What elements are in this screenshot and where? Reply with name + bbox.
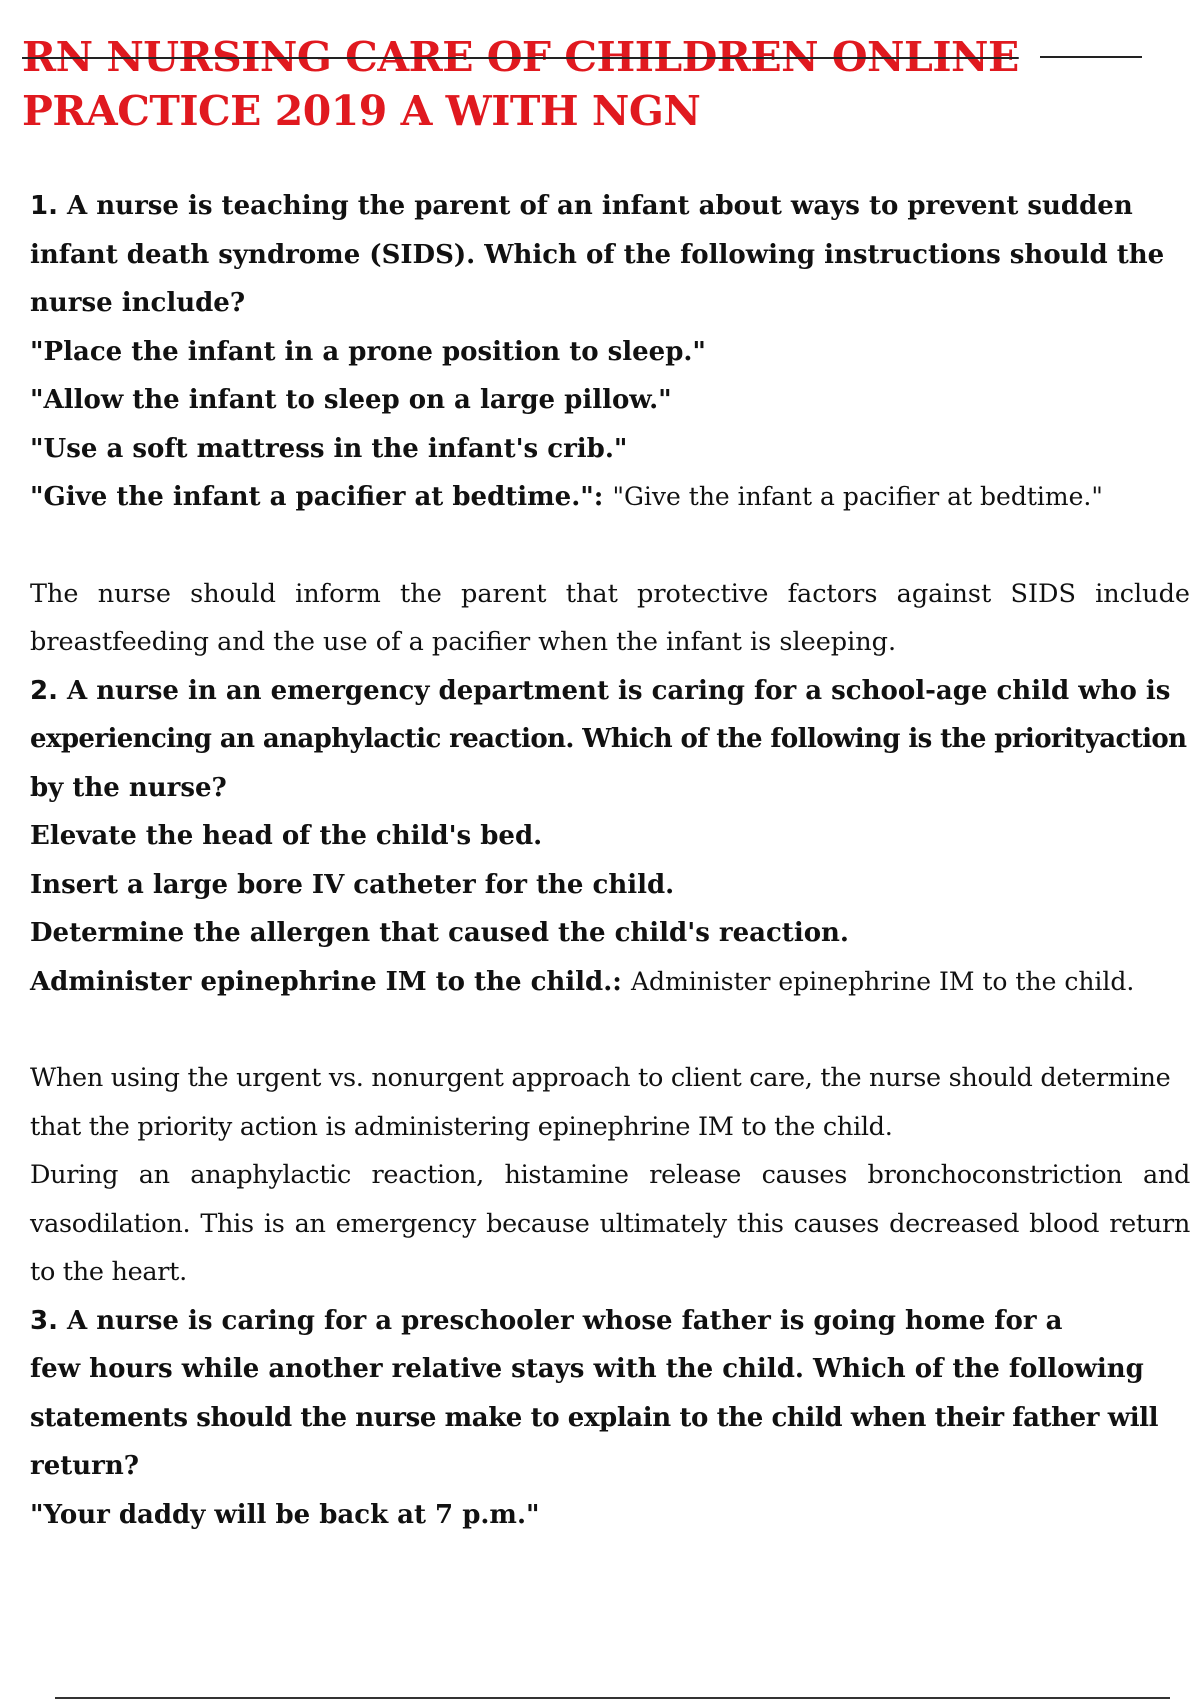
stem-line: by the nurse? xyxy=(30,772,227,803)
correct-answer: Administer epinephrine IM to the child. xyxy=(630,966,1135,996)
title-line-1: RN NURSING CARE OF CHILDREN ONLINE xyxy=(22,33,1019,81)
title-line-2: PRACTICE 2019 A WITH NGN xyxy=(22,87,701,135)
spacer xyxy=(30,522,1190,570)
correct-answer: "Give the infant a pacifier at bedtime." xyxy=(612,482,1103,511)
answer-option: "Your daddy will be back at 7 p.m." xyxy=(30,1499,540,1530)
rationale: During an anaphylactic reaction, histamine release causes bronchoconstriction and vasodilation. This is an emergency because ultimately this causes decreased blood return to the heart. xyxy=(30,1160,1190,1287)
answer-option-correct xyxy=(30,473,1190,522)
rationale: The nurse should inform the parent that protective factors against SIDS include breastfeeding and the use of a pacifier when the infant is sleeping. xyxy=(30,578,1190,657)
answer-option: "Place the infant in a prone position to sleep." xyxy=(30,336,706,367)
answer-option: Determine the allergen that caused the child's reaction. xyxy=(30,918,849,948)
last-option-label: Administer epinephrine IM to the child.: xyxy=(30,966,622,997)
question-stem xyxy=(30,182,1190,231)
stem-line: nurse include? xyxy=(30,288,246,318)
stem-line: statements should the nurse make to explain to the child when their father will xyxy=(30,1402,1159,1433)
stem-line: experiencing an anaphylactic reaction. Which of the following is the priorityaction xyxy=(30,724,1187,754)
bottom-rule xyxy=(55,1697,1170,1699)
spacer xyxy=(30,1006,1190,1054)
answer-option: Insert a large bore IV catheter for the child. xyxy=(30,869,675,900)
question-number: 2. xyxy=(30,675,58,706)
rationale: When using the urgent vs. nonurgent approach to client care, the nurse should determine that the priority action is administering epinephrine IM to the child. xyxy=(30,1063,1171,1142)
question-stem xyxy=(30,667,1190,716)
stem-line: infant death syndrome (SIDS). Which of the following instructions should the xyxy=(30,239,1165,270)
question-number: 1. xyxy=(30,191,58,221)
stem-line: A nurse is teaching the parent of an infant about ways to prevent sudden xyxy=(67,191,1133,221)
stem-line: A nurse is caring for a preschooler whose father is going home for a xyxy=(67,1305,1063,1336)
stem-line: few hours while another relative stays with the child. Which of the following xyxy=(30,1354,1144,1384)
answer-option: "Allow the infant to sleep on a large pillow." xyxy=(30,385,672,415)
answer-option-correct xyxy=(30,958,1190,1007)
question-stem xyxy=(30,1297,1190,1346)
stem-line: return? xyxy=(30,1451,139,1481)
question-list xyxy=(30,182,1190,1539)
question-2 xyxy=(30,667,1190,1297)
last-option-label: "Give the infant a pacifier at bedtime.": xyxy=(30,482,604,512)
question-number: 3. xyxy=(30,1305,58,1336)
document-title xyxy=(22,30,1142,138)
question-1 xyxy=(30,182,1190,667)
answer-option: "Use a soft mattress in the infant's crib." xyxy=(30,433,628,464)
question-3 xyxy=(30,1297,1190,1540)
stem-line: A nurse in an emergency department is caring for a school-age child who is xyxy=(67,675,1171,706)
answer-option: Elevate the head of the child's bed. xyxy=(30,821,543,851)
title-rule xyxy=(1040,56,1142,58)
